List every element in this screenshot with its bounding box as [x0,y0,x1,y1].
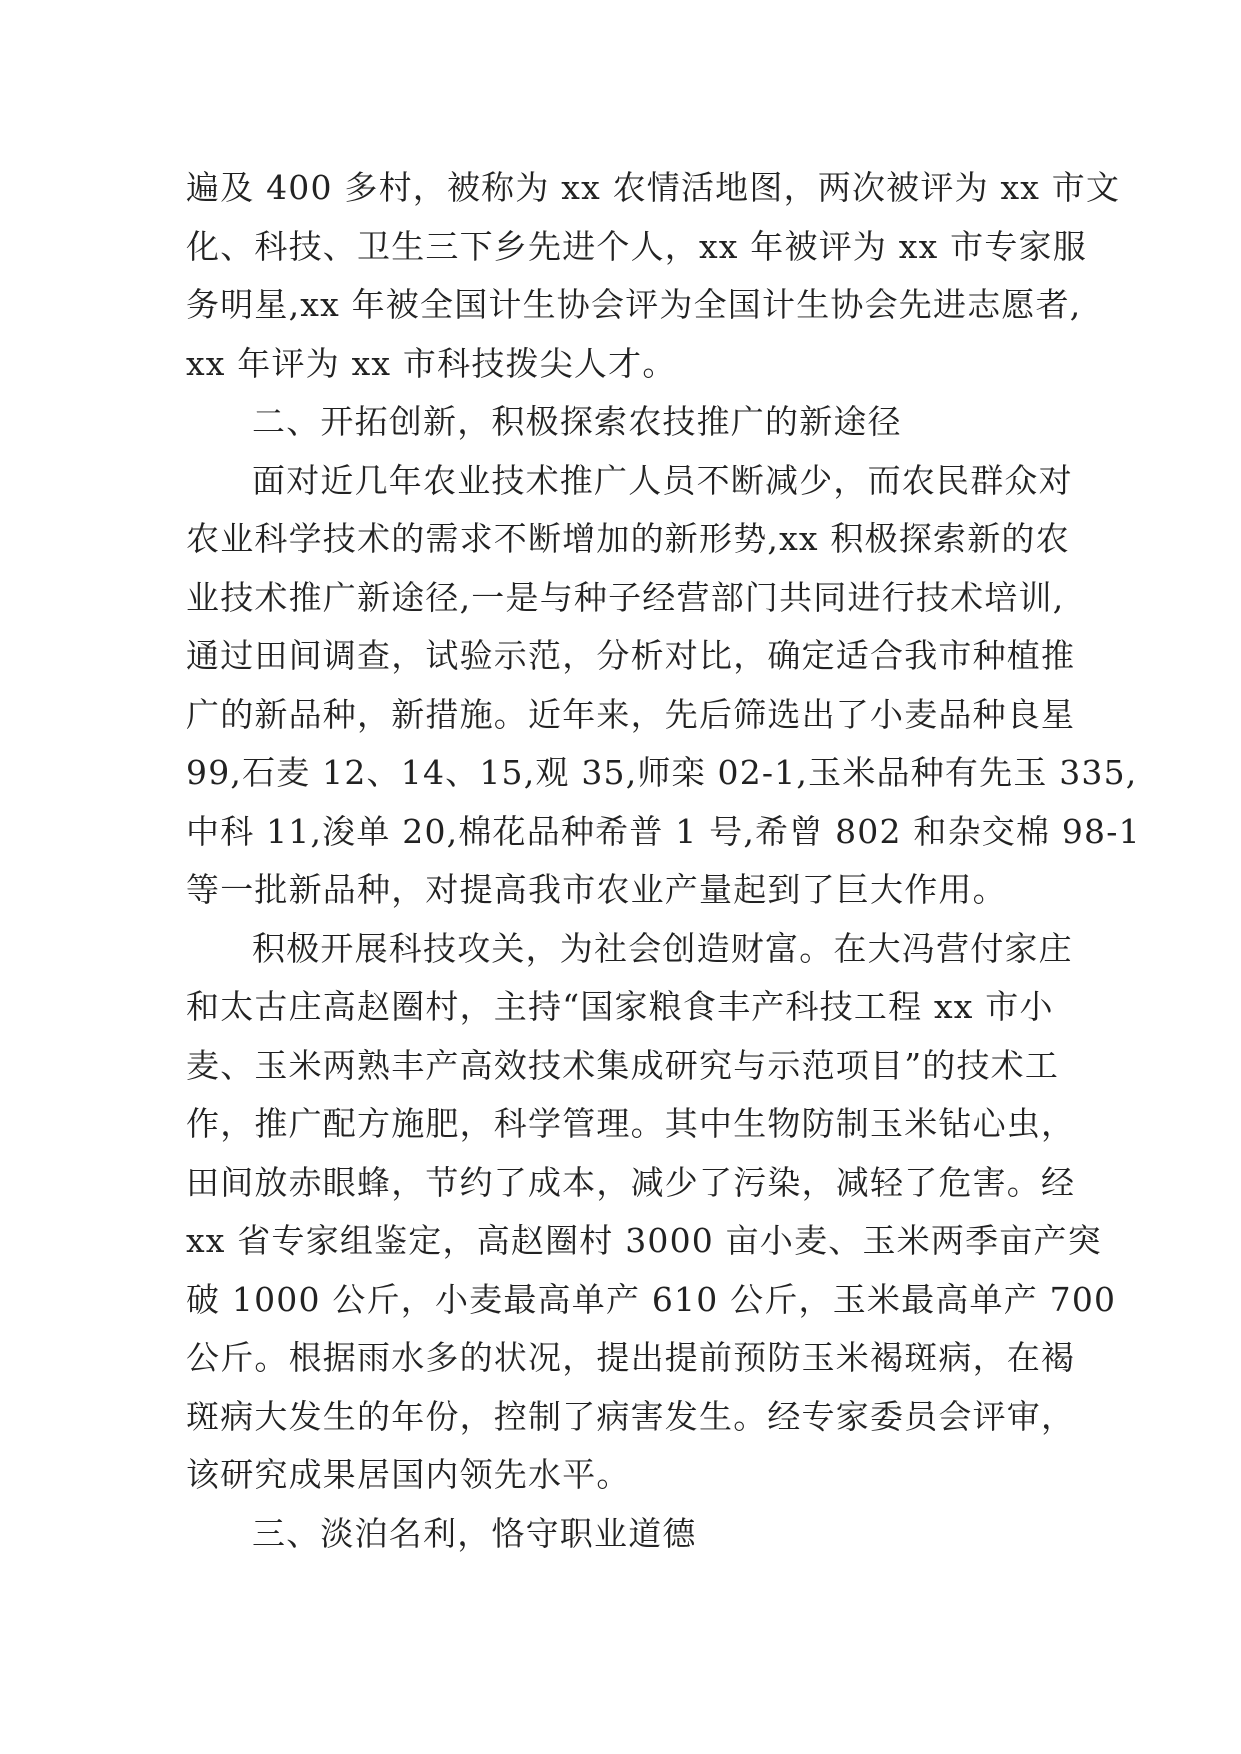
text-line: 化、科技、卫生三下乡先进个人，xx 年被评为 xx 市专家服 [186,226,1087,266]
section-heading: 二、开拓创新，积极探索农技推广的新途径 [252,402,902,441]
section-heading: 三、淡泊名利，恪守职业道德 [252,1513,697,1553]
text-line: 遍及 400 多村，被称为 xx 农情活地图，两次被评为 xx 市文 [186,168,1121,207]
text-line: 面对近几年农业技术推广人员不断减少，而农民群众对 [252,460,1073,500]
text-line: 99,石麦 12、14、15,观 35,师栾 02-1,玉米品种有先玉 335, [186,753,1138,792]
text-line: 业技术推广新途径,一是与种子经营部门共同进行技术培训, [186,577,1065,617]
text-line: 广的新品种，新措施。近年来，先后筛选出了小麦品种良星 [186,694,1076,734]
text-line: 务明星,xx 年被全国计生协会评为全国计生协会先进志愿者, [186,285,1082,324]
text-line: 通过田间调查，试验示范，分析对比，确定适合我市种植推 [186,636,1076,675]
text-line: xx 年评为 xx 市科技拨尖人才。 [186,343,677,383]
body-text [186,159,1141,1563]
text-line: 中科 11,浚单 20,棉花品种希普 1 号,希曾 802 和杂交棉 98-1 [186,811,1141,851]
text-line: xx 省专家组鉴定，高赵圈村 3000 亩小麦、玉米两季亩产突 [186,1221,1102,1260]
text-line: 斑病大发生的年份，控制了病害发生。经专家委员会评审， [186,1396,1076,1436]
text-line: 田间放赤眼蜂，节约了成本，减少了污染，减轻了危害。经 [186,1162,1076,1202]
text-line: 积极开展科技攻关，为社会创造财富。在大冯营付家庄 [252,928,1073,968]
text-line: 和太古庄高赵圈村，主持“国家粮食丰产科技工程 xx 市小 [186,987,1054,1026]
text-line: 破 1000 公斤，小麦最高单产 610 公斤，玉米最高单产 700 [186,1279,1117,1319]
text-line: 该研究成果居国内领先水平。 [186,1455,631,1494]
text-line: 作，推广配方施肥，科学管理。其中生物防制玉米钻心虫， [186,1104,1076,1143]
text-line: 公斤。根据雨水多的状况，提出提前预防玉米褐斑病，在褐 [186,1338,1076,1377]
text-line: 等一批新品种，对提高我市农业产量起到了巨大作用。 [186,870,1007,909]
text-line: 农业科学技术的需求不断增加的新形势,xx 积极探索新的农 [186,519,1070,558]
text-line: 麦、玉米两熟丰产高效技术集成研究与示范项目”的技术工 [186,1045,1060,1085]
